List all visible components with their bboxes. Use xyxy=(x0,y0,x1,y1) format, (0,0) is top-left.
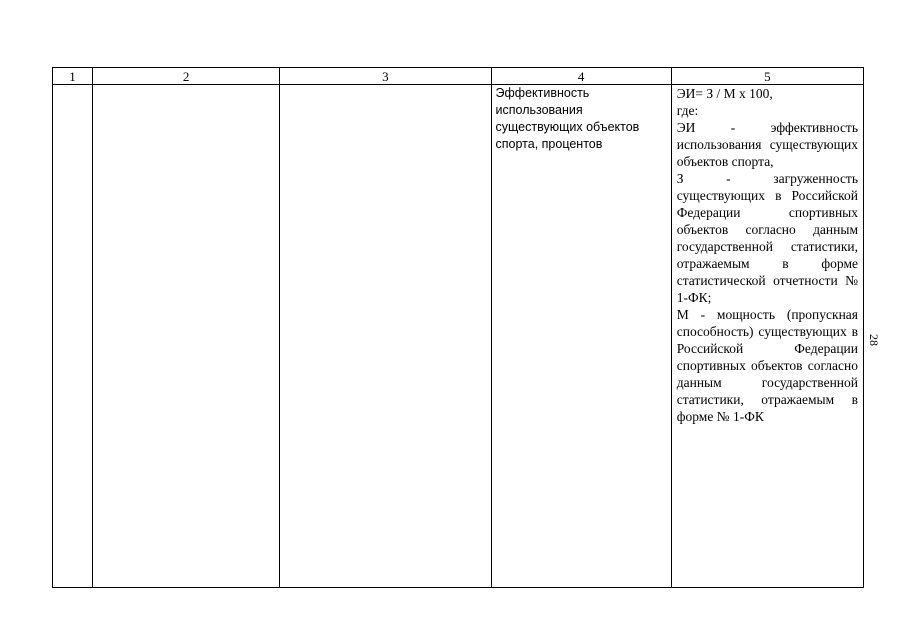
cell-col5 xyxy=(671,85,863,588)
cell-col3 xyxy=(280,85,491,588)
column-header-3: 3 xyxy=(280,68,491,85)
page-number: 28 xyxy=(867,334,881,346)
z-definition: З - загруженность существующих в Российской Федерации спортивных объектов согласно данным государственной статистики, отражаемым в форме статистической отчетности № 1-ФК; xyxy=(676,171,858,305)
where-text: где: xyxy=(676,103,699,118)
column-header-1: 1 xyxy=(53,68,93,85)
cell-col2 xyxy=(93,85,280,588)
column-header-4: 4 xyxy=(491,68,671,85)
table-header-row xyxy=(53,68,864,85)
column-header-5: 5 xyxy=(671,68,863,85)
m-definition: М - мощность (пропускная способность) существующих в Российской Федерации спортивных объектов согласно данным государственной статистики, отражаемым в форме № 1-ФК xyxy=(676,307,858,424)
formula-text: ЭИ= З / М х 100, xyxy=(676,86,773,101)
ei-definition: ЭИ - эффективность использования существующих объектов спорта, xyxy=(676,120,858,169)
column-header-2: 2 xyxy=(93,68,280,85)
cell-col1 xyxy=(53,85,93,588)
indicator-name: Эффективность использования существующих объектов спорта, процентов xyxy=(495,86,640,151)
calculation-method xyxy=(672,85,863,425)
cell-col4 xyxy=(491,85,671,588)
indicator-table xyxy=(52,67,864,588)
table-row xyxy=(53,85,864,588)
